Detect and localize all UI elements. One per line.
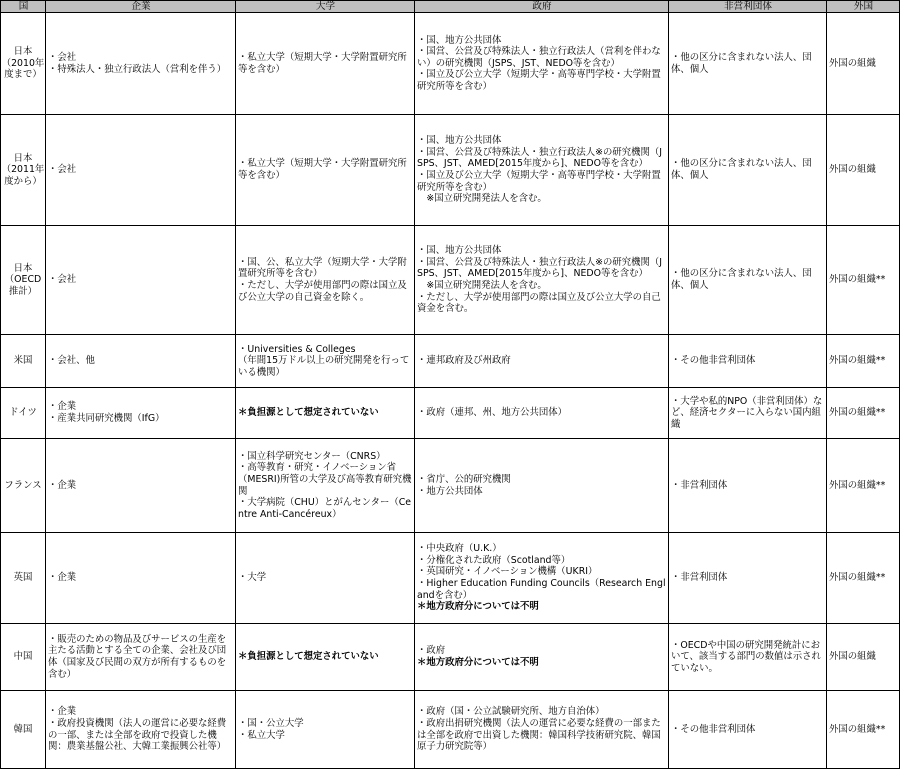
header-nonprofit: 非営利団体 [669, 1, 827, 13]
nonprofit-line: ・OECDや中国の研究開発統計において、該当する部門の数値は示されていない。 [671, 639, 821, 674]
table-row [1, 439, 900, 533]
nonprofit-cell [669, 335, 827, 388]
government-line: ・中央政府（U.K.） [417, 543, 502, 555]
university-cell [236, 691, 415, 769]
university-cell [236, 624, 415, 691]
company-cell [46, 624, 236, 691]
foreign-cell: 外国の組織 [827, 115, 900, 226]
company-cell [46, 533, 236, 624]
table-row [1, 115, 900, 226]
foreign-cell: 外国の組織** [827, 335, 900, 388]
country-cell: 英国 [1, 533, 46, 624]
government-line: ・国立及び公立大学（短期大学・高等専門学校・大学附置研究所等を含む） [417, 170, 661, 193]
nonprofit-line: ・他の区分に含まれない法人、団体、個人 [671, 158, 812, 181]
foreign-cell: 外国の組織 [827, 13, 900, 115]
nonprofit-cell [669, 691, 827, 769]
company-line: ・企業 [48, 401, 77, 413]
government-line: ・省庁、公的研究機関 [417, 473, 511, 485]
table-row [1, 533, 900, 624]
company-line: ・特殊法人・独立行政法人（営利を伴う） [48, 63, 227, 75]
university-line: ・Universities & Colleges [238, 343, 356, 355]
foreign-cell: 外国の組織** [827, 439, 900, 533]
university-line: ・私立大学 [238, 729, 285, 741]
university-line: ・大学 [238, 572, 267, 584]
university-line: （年間15万ドル以上の研究開発を行っている機関） [238, 355, 410, 378]
government-line: ・英国研究・イノベーション機構（UKRI） [417, 566, 598, 578]
nonprofit-line: ・他の区分に含まれない法人、団体、個人 [671, 51, 812, 75]
government-cell [415, 335, 669, 388]
nonprofit-cell [669, 439, 827, 533]
table-row [1, 624, 900, 691]
government-line: ・政府 [417, 645, 446, 657]
university-cell [236, 13, 415, 115]
table-row [1, 335, 900, 388]
company-line: ・企業 [48, 479, 77, 491]
government-line: ・国営、公営及び特殊法人・独立行政法人※の研究機関（JSPS、JST、AMED[2015年度から]、NEDO等を含む） [417, 146, 662, 170]
nonprofit-line: ・大学や私的NPO（非営利団体）など、経済セクターに入らない国内組織 [671, 395, 823, 430]
government-line: ※国立研究開発法人を含む。 [417, 280, 547, 291]
government-cell [415, 388, 669, 439]
company-cell [46, 439, 236, 533]
company-cell [46, 691, 236, 769]
university-line: ・私立大学（短期大学・大学附置研究所等を含む） [238, 51, 407, 75]
government-cell [415, 691, 669, 769]
government-line: ・国、地方公共団体 [417, 34, 502, 46]
table-row [1, 388, 900, 439]
government-line: ・国、地方公共団体 [417, 245, 502, 257]
header-foreign: 外国 [827, 1, 900, 13]
country-cell: 日本 （2011年 度から） [1, 115, 46, 226]
foreign-cell: 外国の組織** [827, 691, 900, 769]
company-line: ・産業共同研究機関（IfG） [48, 413, 165, 424]
country-cell: ドイツ [1, 388, 46, 439]
university-cell [236, 335, 415, 388]
country-cell: 日本 （2010年 度まで） [1, 13, 46, 115]
foreign-cell: 外国の組織** [827, 533, 900, 624]
nonprofit-cell [669, 624, 827, 691]
header-row [1, 1, 900, 13]
company-cell [46, 335, 236, 388]
nonprofit-cell [669, 115, 827, 226]
government-line: ・Higher Education Funding Councils（Research Englandを含む） [417, 578, 666, 601]
government-cell [415, 115, 669, 226]
government-line: ・地方公共団体 [417, 485, 483, 497]
country-cell: 中国 [1, 624, 46, 691]
nonprofit-cell [669, 13, 827, 115]
government-line: ・ただし、大学が使用部門の際は国立及び公立大学の自己資金を含む。 [417, 291, 661, 315]
nonprofit-line: ・非営利団体 [671, 572, 728, 584]
country-cell: 日本 （OECD 推計） [1, 226, 46, 335]
government-cell [415, 439, 669, 533]
university-cell [236, 226, 415, 335]
company-line: ・企業 [48, 572, 77, 584]
country-cell: 米国 [1, 335, 46, 388]
government-cell [415, 624, 669, 691]
university-line: ・私立大学（短期大学・大学附置研究所等を含む） [238, 158, 407, 181]
government-line: ・国営、公営及び特殊法人・独立行政法人（営利を伴わない）の研究機関（JSPS、JST、NEDO等を含む） [417, 46, 661, 69]
header-company: 企業 [46, 1, 236, 13]
government-line: ・政府（連邦、州、地方公共団体） [417, 407, 568, 419]
university-cell [236, 115, 415, 226]
government-cell [415, 533, 669, 624]
government-line: ・分権化された政府（Scotland等） [417, 554, 571, 566]
government-cell [415, 226, 669, 335]
nonprofit-line: ・その他非営利団体 [671, 723, 756, 735]
company-line: ・会社 [48, 274, 77, 286]
nonprofit-cell [669, 226, 827, 335]
government-note: ＊地方政府分については不明 [417, 657, 539, 668]
government-note: ＊地方政府分については不明 [417, 601, 539, 613]
university-line: ・国、公、私立大学（短期大学・大学附置研究所等を含む） [238, 256, 407, 280]
company-line: ・政府投資機関（法人の運営に必要な経費の一部、または全部を政府で投資した機関：農業基盤公社、大韓工業振興公社等） [48, 717, 227, 753]
company-line: ・企業 [48, 706, 77, 718]
university-line: ・ただし、大学が使用部門の際は国立及び公立大学の自己資金を除く。 [238, 280, 407, 303]
company-cell [46, 388, 236, 439]
table-row [1, 691, 900, 769]
nonprofit-line: ・他の区分に含まれない法人、団体、個人 [671, 268, 812, 291]
table-body [1, 13, 900, 769]
university-line: ＊負担源として想定されていない [238, 407, 379, 419]
university-line: ・国・公立大学 [238, 717, 304, 729]
table-row [1, 13, 900, 115]
university-line: ・国立科学研究センター（CNRS） [238, 450, 386, 462]
government-line: ・国立及び公立大学（短期大学・高等専門学校・大学附置研究所等を含む） [417, 69, 661, 92]
university-cell [236, 388, 415, 439]
university-cell [236, 533, 415, 624]
header-country: 国 [1, 1, 46, 13]
university-line: ・大学病院（CHU）とがんセンター（Centre Anti-Cancéreux） [238, 497, 412, 520]
company-line: ・会社 [48, 51, 77, 63]
university-line: ・高等教育・研究・イノベーション省（MESRI)所管の大学及び高等教育研究機関 [238, 462, 412, 497]
university-cell [236, 439, 415, 533]
country-cell: フランス [1, 439, 46, 533]
government-line: ※国立研究開発法人を含む。 [417, 193, 547, 205]
government-line: ・国営、公営及び特殊法人・独立行政法人※の研究機関（JSPS、JST、AMED[2015年度から]、NEDO等を含む） [417, 256, 662, 280]
nonprofit-line: ・非営利団体 [671, 479, 728, 491]
government-line: ・国、地方公共団体 [417, 135, 502, 147]
government-cell [415, 13, 669, 115]
government-line: ・政府（国・公立試験研究所、地方自治体） [417, 706, 605, 718]
nonprofit-cell [669, 388, 827, 439]
foreign-cell: 外国の組織** [827, 388, 900, 439]
company-cell [46, 13, 236, 115]
table-row [1, 226, 900, 335]
company-cell [46, 226, 236, 335]
country-cell: 韓国 [1, 691, 46, 769]
nonprofit-line: ・その他非営利団体 [671, 355, 756, 367]
company-cell [46, 115, 236, 226]
company-line: ・販売のための物品及びサービスの生産を主たる活動とする全ての企業、会社及び団体（国家及び民間の双方が所有するものを含む） [48, 633, 227, 680]
nonprofit-cell [669, 533, 827, 624]
header-university: 大学 [236, 1, 415, 13]
header-government: 政府 [415, 1, 669, 13]
university-line: ＊負担源として想定されていない [238, 651, 379, 663]
company-line: ・会社、他 [48, 355, 95, 367]
company-line: ・会社 [48, 164, 77, 176]
foreign-cell: 外国の組織 [827, 624, 900, 691]
foreign-cell: 外国の組織** [827, 226, 900, 335]
government-line: ・連邦政府及び州政府 [417, 355, 511, 367]
government-line: ・政府出捐研究機関（法人の運営に必要な経費の一部または全部を政府で出資した機関：韓国科学技術研究院、韓国原子力研究院等） [417, 717, 661, 753]
